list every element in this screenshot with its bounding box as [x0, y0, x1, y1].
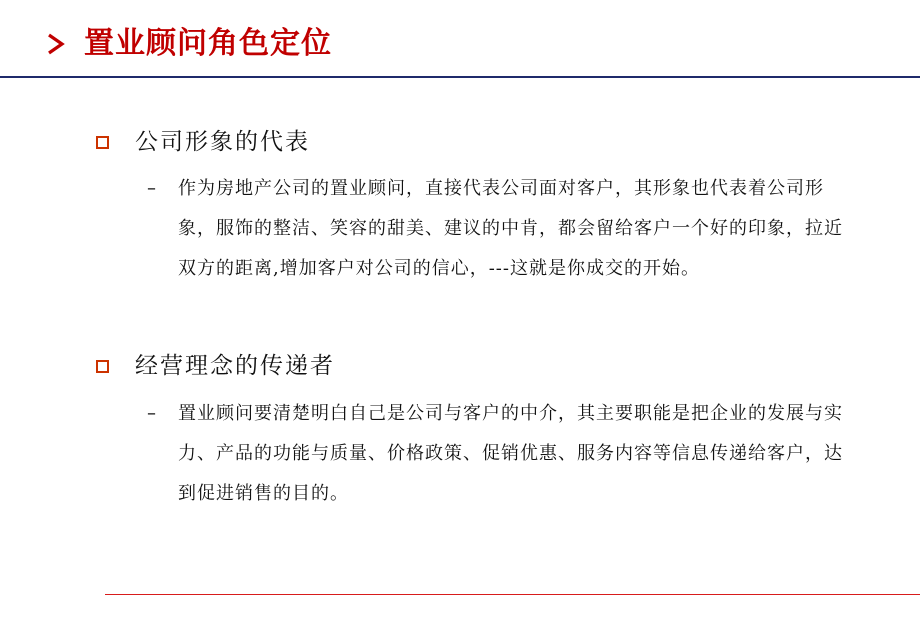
- footer-divider: [105, 594, 920, 595]
- title-divider: [0, 76, 920, 78]
- section-1-bullet-icon: [96, 136, 109, 149]
- section-1-heading: 公司形象的代表: [135, 129, 310, 155]
- section-1-dash: –: [147, 178, 156, 199]
- section-2-bullet-icon: [96, 360, 109, 373]
- section-2-dash: –: [147, 403, 156, 424]
- section-2-body: 置业顾问要清楚明白自己是公司与客户的中介，其主要职能是把企业的发展与实力、产品的功能与质量、价格政策、促销优惠、服务内容等信息传递给客户，达到促进销售的目的。: [178, 403, 843, 504]
- slide-title: 置业顾问角色定位: [84, 26, 332, 61]
- section-1-body: 作为房地产公司的置业顾问，直接代表公司面对客户，其形象也代表着公司形象，服饰的整洁、笑容的甜美、建议的中肯，都会留给客户一个好的印象，拉近双方的距离,增加客户对公司的信心，---这就是你成交的开始。: [178, 178, 843, 279]
- section-2-heading: 经营理念的传递者: [135, 353, 335, 379]
